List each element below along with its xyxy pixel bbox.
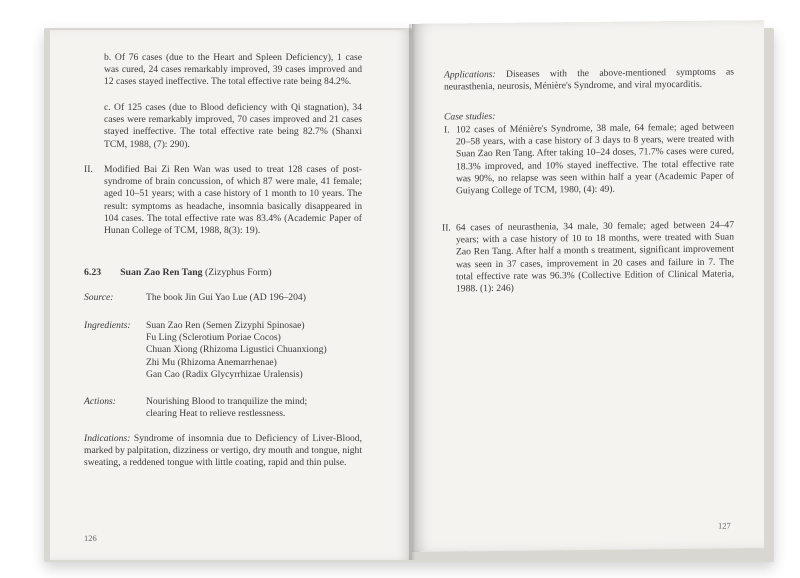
section-subtitle: (Zizyphus Form) — [205, 267, 272, 278]
source-value: The book Jin Gui Yao Lue (AD 196–204) — [146, 292, 306, 303]
case1-text: 102 cases of Ménière's Syndrome, 38 male, 64 female; aged between 20–58 years, with a case history of 3 days to 8 years, were treated with Suan Zao Ren Tang. After taking 10–24 doses, 71.7% cases were cured, 18.3% improved, and 10% stayed ineffective. The total effective rate was 90%, no relapse was seen within half a year (Academic Paper of Guiyang College of TCM, 1980, (4): 49). — [456, 121, 734, 197]
applications-text: Diseases with the above-mentioned symptoms as neurasthenia, neurosis, Ménière's Syndrome, and viral myocarditis. — [444, 66, 734, 93]
item2-text: Modified Bai Zi Ren Wan was used to treat 128 cases of post-syndrome of brain concussion, of which 87 were male, 41 female; aged 10–51 years; with a case history of 1 month to 10 years. The result: symptoms as headache, insomnia basically disappeared in 104 cases. The total effective rate was 83.4% (Academic Paper of Hunan College of TCM, 1988, 8(3): 19). — [104, 164, 362, 237]
indications-label: Indications: — [84, 433, 131, 444]
ingredient-item: Zhi Mu (Rhizoma Anemarrhenae) — [146, 356, 277, 368]
action-item: Nourishing Blood to tranquilize the mind; — [146, 396, 308, 407]
case2-marker: II. — [442, 222, 451, 234]
case-studies-label: Case studies: — [444, 110, 496, 123]
source-label: Source: — [84, 292, 114, 303]
case1-marker: I. — [444, 124, 450, 136]
applications-label: Applications: — [444, 68, 496, 81]
ingredient-item: Fu Ling (Sclerotium Poriae Cocos) — [146, 332, 281, 344]
section-title: Suan Zao Ren Tang — [120, 267, 203, 278]
actions-label: Actions: — [84, 396, 116, 407]
ingredient-item: Gan Cao (Radix Glycyrrhizae Uralensis) — [146, 368, 303, 380]
page-number-right: 127 — [718, 520, 731, 531]
ingredient-item: Chuan Xiong (Rhizoma Ligustici Chuanxiong) — [146, 344, 327, 356]
para-b: b. Of 76 cases (due to the Heart and Spleen Deficiency), 1 case was cured, 24 cases remarkably improved, 39 cases improved and 12 cases stayed ineffective. The total effective rate being 84.2%. — [104, 52, 362, 88]
action-item: clearing Heat to relieve restlessness. — [146, 408, 286, 420]
indications-text: Syndrome of insomnia due to Deficiency of Liver-Blood, marked by palpitation, dizziness or vertigo, dry mouth and tongue, night sweating, a reddened tongue with little coating, rapid and thin pulse. — [84, 433, 362, 469]
ingredient-item: Suan Zao Ren (Semen Zizyphi Spinosae) — [146, 320, 305, 331]
ingredients-list — [146, 320, 327, 381]
actions-list — [146, 396, 307, 420]
ingredients-label: Ingredients: — [84, 320, 131, 331]
right-page — [412, 20, 764, 552]
left-page — [50, 30, 412, 560]
case2-text: 64 cases of neurasthenia, 34 male, 30 female; aged between 24–47 years; with a case history of 10 to 18 months, were treated with Suan Zao Ren Tang. After half a month s treatment, significant improvement was seen in 37 cases, improvement in 20 cases and failure in 7. The total effective rate was 96.3% (Collective Edition of Clinical Materia, 1988. (1): 246) — [456, 219, 734, 295]
applications-block — [444, 66, 734, 93]
book-gutter — [409, 24, 415, 560]
indications-block — [84, 433, 362, 470]
section-number: 6.23 — [84, 267, 102, 278]
section-heading — [84, 267, 272, 279]
para-c: c. Of 125 cases (due to Blood deficiency with Qi stagnation), 34 cases were remarkably improved, 70 cases improved and 21 cases stayed ineffective. The total effective rate being 82.7% (Shanxi TCM, 1988, (7): 290). — [104, 102, 362, 150]
item2-marker: II. — [84, 164, 93, 175]
page-number-left: 126 — [84, 533, 97, 543]
